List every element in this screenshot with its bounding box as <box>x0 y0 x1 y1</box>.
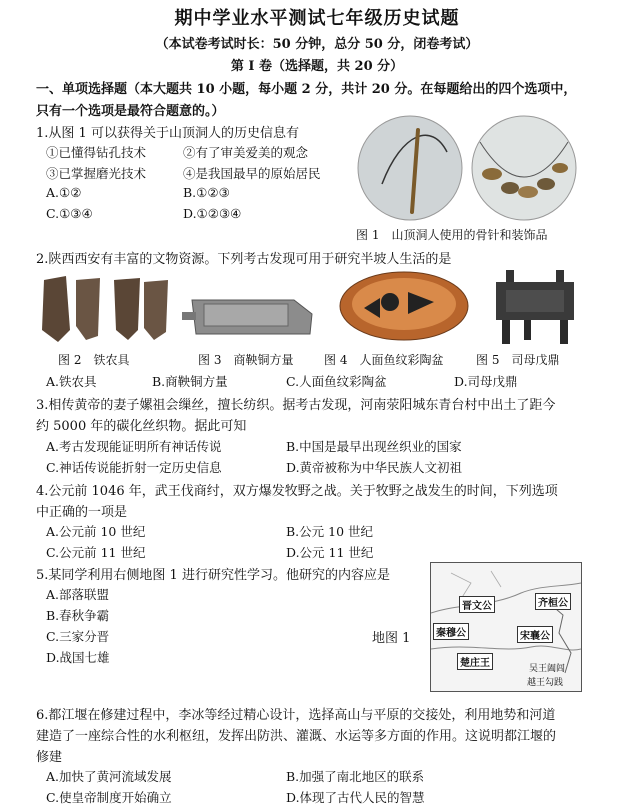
q2-option-c[interactable]: C.人面鱼纹彩陶盆 <box>286 374 387 389</box>
q4-option-d[interactable]: D.公元 11 世纪 <box>286 545 374 560</box>
q3-option-a[interactable]: A.考古发现能证明所有神话传说 <box>46 439 222 454</box>
q3-option-c[interactable]: C.神话传说能折射一定历史信息 <box>46 460 222 475</box>
q4-option-b[interactable]: B.公元 10 世纪 <box>286 524 374 539</box>
q4-option-c[interactable]: C.公元前 11 世纪 <box>46 545 146 560</box>
q6-stem-line3: 修建 <box>36 750 63 765</box>
section-heading-line1: 一、单项选择题（本大题共 10 小题，每小题 2 分，共计 20 分。在每题给出的四个选项中， <box>36 82 577 97</box>
q2-option-b[interactable]: B.商鞅铜方量 <box>152 374 228 389</box>
q1-statement-3: ③已掌握磨光技术 <box>46 166 147 181</box>
map-label-qin: 秦穆公 <box>433 623 469 640</box>
map-label-yue: 越王勾践 <box>527 678 564 688</box>
q2-stem: 2.陕西西安有丰富的文物资源。下列考古发现可用于研究半坡人生活的是 <box>36 252 452 267</box>
q6-stem-line2: 建造了一座综合性的水利枢纽，发挥出防洪、灌溉、水运等多方面的作用。这说明都江堰的 <box>36 729 557 744</box>
figure-1-bone-needle-ornaments <box>352 112 592 224</box>
map-1-spring-autumn-hegemons <box>430 562 582 692</box>
q5-option-b[interactable]: B.春秋争霸 <box>46 608 110 623</box>
q1-option-a[interactable]: A.①② <box>46 185 82 200</box>
q6-option-a[interactable]: A.加快了黄河流域发展 <box>46 769 172 784</box>
q4-stem-line1: 4.公元前 1046 年，武王伐商纣，双方爆发牧野之战。关于牧野之战发生的时间，下列选项 <box>36 484 558 499</box>
figure-3-caption: 图 3 商鞅铜方量 <box>198 353 294 367</box>
q3-stem-line2: 约 5000 年的碳化丝织物。据此可知 <box>36 419 247 434</box>
q6-option-c[interactable]: C.使皇帝制度开始确立 <box>46 790 172 805</box>
figure-4-caption: 图 4 人面鱼纹彩陶盆 <box>324 353 444 367</box>
map-label-song: 宋襄公 <box>517 626 553 643</box>
q4-stem-line2: 中正确的一项是 <box>36 505 128 520</box>
q1-statement-2: ②有了审美爱美的观念 <box>183 145 309 160</box>
q6-stem-line1: 6.都江堰在修建过程中，李冰等经过精心设计，选择高山与平原的交接处，利用地势和河道 <box>36 708 556 723</box>
figure-3-shang-yang-measure <box>182 286 318 344</box>
figure-5-caption: 图 5 司母戊鼎 <box>476 353 560 367</box>
figure-5-simuwu-ding <box>480 268 590 348</box>
map-label-chu: 楚庄王 <box>457 653 493 670</box>
q1-statement-4: ④是我国最早的原始居民 <box>183 166 321 181</box>
q1-stem: 1.从图 1 可以获得关于山顶洞人的历史信息有 <box>36 126 299 141</box>
figure-1-caption: 图 1 山顶洞人使用的骨针和装饰品 <box>356 228 548 242</box>
q3-stem-line1: 3.相传黄帝的妻子嫘祖会缫丝，擅长纺织。据考古发现，河南荥阳城东青台村中出土了距今 <box>36 398 556 413</box>
q1-option-b[interactable]: B.①②③ <box>183 185 230 200</box>
map-label-jin: 晋文公 <box>459 596 495 613</box>
q5-stem: 5.某同学利用右侧地图 1 进行研究性学习。他研究的内容应是 <box>36 568 390 583</box>
figure-2-caption: 图 2 铁农具 <box>58 353 130 367</box>
q6-option-d[interactable]: D.体现了古代人民的智慧 <box>286 790 425 805</box>
q5-option-a[interactable]: A.部落联盟 <box>46 587 110 602</box>
q1-option-d[interactable]: D.①②③④ <box>183 206 242 221</box>
q6-option-b[interactable]: B.加强了南北地区的联系 <box>286 769 425 784</box>
part-heading: 第 I 卷（选择题，共 20 分） <box>230 59 404 74</box>
q3-option-b[interactable]: B.中国是最早出现丝织业的国家 <box>286 439 462 454</box>
exam-subtitle: （本试卷考试时长：50 分钟，总分 50 分，闭卷考试） <box>155 37 479 52</box>
q3-option-d[interactable]: D.黄帝被称为中华民族人文初祖 <box>286 460 463 475</box>
q5-option-c[interactable]: C.三家分晋 <box>46 629 110 644</box>
map-label-wu: 吴王阖闾 <box>529 664 566 674</box>
section-heading-line2: 只有一个选项是最符合题意的。） <box>36 104 225 119</box>
q2-option-d[interactable]: D.司母戊鼎 <box>454 374 518 389</box>
q2-option-a[interactable]: A.铁农具 <box>46 374 97 389</box>
figure-4-painted-pottery-basin <box>334 268 474 348</box>
q1-option-c[interactable]: C.①③④ <box>46 206 93 221</box>
q5-option-d[interactable]: D.战国七雄 <box>46 650 110 665</box>
map-1-caption: 地图 1 <box>372 631 411 646</box>
map-label-qi: 齐桓公 <box>535 593 571 610</box>
exam-title: 期中学业水平测试七年级历史试题 <box>174 8 460 29</box>
q1-statement-1: ①已懂得钻孔技术 <box>46 145 147 160</box>
q4-option-a[interactable]: A.公元前 10 世纪 <box>46 524 146 539</box>
figure-2-iron-tools <box>36 270 176 348</box>
